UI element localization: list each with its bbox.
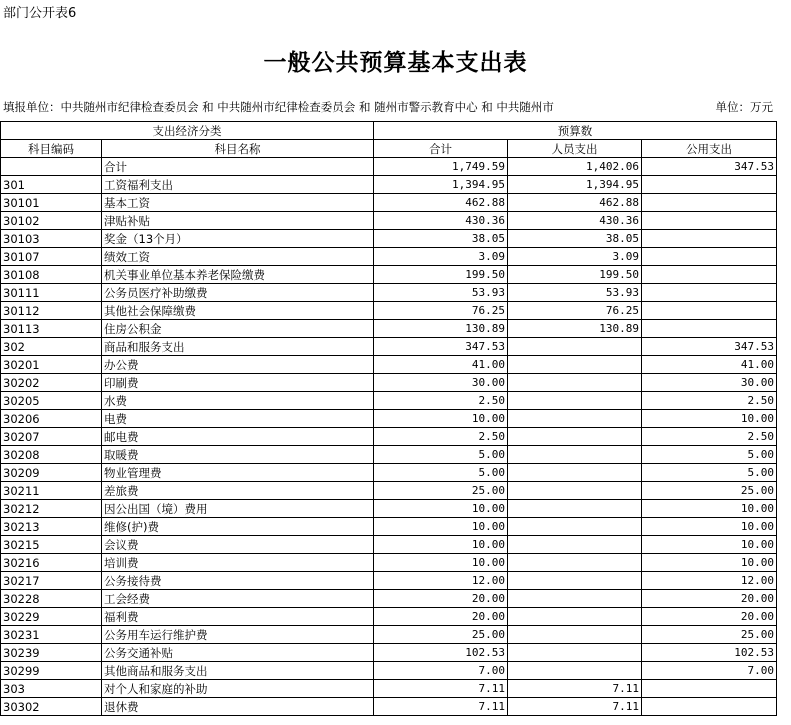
row-total: 102.53: [374, 644, 508, 662]
row-code: 30216: [1, 554, 102, 572]
fill-unit-text: 填报单位：中共随州市纪律检查委员会 和 中共随州市纪律检查委员会 和 随州市警示教育中心 和 中共随州市: [3, 100, 554, 114]
row-personnel: 1,394.95: [508, 176, 642, 194]
table-row: [1, 176, 777, 194]
row-total: 347.53: [374, 338, 508, 356]
row-personnel: 38.05: [508, 230, 642, 248]
row-total: 53.93: [374, 284, 508, 302]
row-total: 10.00: [374, 500, 508, 518]
row-name: 公务接待费: [102, 572, 374, 590]
row-personnel: 462.88: [508, 194, 642, 212]
row-code: 30239: [1, 644, 102, 662]
table-row: [1, 644, 777, 662]
header-code: 科目编码: [1, 140, 102, 158]
table-row: [1, 374, 777, 392]
header-budget-amount: 预算数: [374, 122, 777, 140]
table-row: [1, 536, 777, 554]
row-code: 301: [1, 176, 102, 194]
row-name: 工资福利支出: [102, 176, 374, 194]
document-label: 部门公开表6: [3, 6, 77, 21]
row-code: 30206: [1, 410, 102, 428]
row-public: 20.00: [642, 608, 777, 626]
row-total: 10.00: [374, 554, 508, 572]
row-code: 30217: [1, 572, 102, 590]
row-total: 3.09: [374, 248, 508, 266]
row-total: 41.00: [374, 356, 508, 374]
row-personnel: [508, 500, 642, 518]
row-name: 合计: [102, 158, 374, 176]
table-row: [1, 230, 777, 248]
row-total: 5.00: [374, 464, 508, 482]
row-name: 绩效工资: [102, 248, 374, 266]
row-name: 因公出国（境）费用: [102, 500, 374, 518]
budget-table: [0, 121, 777, 716]
row-personnel: [508, 446, 642, 464]
row-public: 102.53: [642, 644, 777, 662]
row-personnel: [508, 356, 642, 374]
row-public: 347.53: [642, 338, 777, 356]
table-row: [1, 320, 777, 338]
row-public: 20.00: [642, 590, 777, 608]
row-code: 30107: [1, 248, 102, 266]
row-code: 30229: [1, 608, 102, 626]
table-row: [1, 410, 777, 428]
row-personnel: [508, 590, 642, 608]
row-name: 公务用车运行维护费: [102, 626, 374, 644]
row-total: 10.00: [374, 536, 508, 554]
row-name: 差旅费: [102, 482, 374, 500]
row-code: 30202: [1, 374, 102, 392]
row-total: 30.00: [374, 374, 508, 392]
row-code: 30103: [1, 230, 102, 248]
table-row: [1, 428, 777, 446]
table-row: [1, 338, 777, 356]
row-name: 办公费: [102, 356, 374, 374]
row-code: 303: [1, 680, 102, 698]
row-code: 30299: [1, 662, 102, 680]
row-code: 30207: [1, 428, 102, 446]
row-public: [642, 284, 777, 302]
row-public: 10.00: [642, 410, 777, 428]
table-row: [1, 248, 777, 266]
table-row: [1, 680, 777, 698]
row-total: 199.50: [374, 266, 508, 284]
row-code: 30209: [1, 464, 102, 482]
row-total: 25.00: [374, 626, 508, 644]
row-name: 维修(护)费: [102, 518, 374, 536]
table-row: [1, 212, 777, 230]
row-public: [642, 302, 777, 320]
table-row: [1, 392, 777, 410]
row-public: [642, 266, 777, 284]
row-total: 20.00: [374, 590, 508, 608]
row-personnel: [508, 662, 642, 680]
row-public: 7.00: [642, 662, 777, 680]
row-total: 2.50: [374, 428, 508, 446]
table-row: [1, 662, 777, 680]
row-code: 302: [1, 338, 102, 356]
table-row: [1, 302, 777, 320]
row-personnel: [508, 626, 642, 644]
row-total: 25.00: [374, 482, 508, 500]
row-name: 住房公积金: [102, 320, 374, 338]
row-name: 退休费: [102, 698, 374, 716]
row-total: 462.88: [374, 194, 508, 212]
table-row: [1, 266, 777, 284]
row-public: 30.00: [642, 374, 777, 392]
row-code: 30112: [1, 302, 102, 320]
table-row: [1, 464, 777, 482]
row-personnel: 7.11: [508, 698, 642, 716]
row-name: 其他社会保障缴费: [102, 302, 374, 320]
table-row: [1, 698, 777, 716]
row-total: 430.36: [374, 212, 508, 230]
row-public: [642, 680, 777, 698]
row-personnel: 53.93: [508, 284, 642, 302]
row-name: 印刷费: [102, 374, 374, 392]
row-personnel: [508, 482, 642, 500]
table-row: [1, 590, 777, 608]
row-public: [642, 698, 777, 716]
row-total: 76.25: [374, 302, 508, 320]
row-name: 福利费: [102, 608, 374, 626]
header-row-group: [1, 122, 777, 140]
row-name: 基本工资: [102, 194, 374, 212]
row-public: 2.50: [642, 392, 777, 410]
table-row: [1, 194, 777, 212]
row-name: 电费: [102, 410, 374, 428]
table-row: [1, 572, 777, 590]
row-name: 对个人和家庭的补助: [102, 680, 374, 698]
row-public: [642, 230, 777, 248]
table-row: [1, 626, 777, 644]
row-total: 1,749.59: [374, 158, 508, 176]
row-code: 30108: [1, 266, 102, 284]
row-code: 30302: [1, 698, 102, 716]
row-name: 工会经费: [102, 590, 374, 608]
row-code: [1, 158, 102, 176]
row-name: 物业管理费: [102, 464, 374, 482]
row-public: 10.00: [642, 500, 777, 518]
row-code: 30205: [1, 392, 102, 410]
row-total: 130.89: [374, 320, 508, 338]
table-row: [1, 500, 777, 518]
row-name: 奖金（13个月）: [102, 230, 374, 248]
row-code: 30208: [1, 446, 102, 464]
row-public: [642, 194, 777, 212]
table-row: [1, 158, 777, 176]
row-total: 7.00: [374, 662, 508, 680]
row-total: 12.00: [374, 572, 508, 590]
row-total: 7.11: [374, 680, 508, 698]
row-total: 2.50: [374, 392, 508, 410]
row-personnel: [508, 410, 642, 428]
row-public: 41.00: [642, 356, 777, 374]
row-personnel: 430.36: [508, 212, 642, 230]
row-code: 30111: [1, 284, 102, 302]
row-public: 5.00: [642, 464, 777, 482]
row-code: 30231: [1, 626, 102, 644]
row-personnel: [508, 374, 642, 392]
row-public: 10.00: [642, 536, 777, 554]
table-row: [1, 554, 777, 572]
table-row: [1, 482, 777, 500]
row-personnel: [508, 536, 642, 554]
row-public: 10.00: [642, 554, 777, 572]
row-personnel: [508, 518, 642, 536]
row-name: 商品和服务支出: [102, 338, 374, 356]
row-personnel: [508, 554, 642, 572]
row-name: 公务交通补贴: [102, 644, 374, 662]
row-personnel: [508, 644, 642, 662]
row-name: 邮电费: [102, 428, 374, 446]
row-public: [642, 212, 777, 230]
row-public: 347.53: [642, 158, 777, 176]
row-name: 会议费: [102, 536, 374, 554]
header-row-columns: [1, 140, 777, 158]
row-public: 2.50: [642, 428, 777, 446]
row-code: 30228: [1, 590, 102, 608]
table-row: [1, 608, 777, 626]
row-personnel: 76.25: [508, 302, 642, 320]
row-public: 5.00: [642, 446, 777, 464]
row-public: [642, 320, 777, 338]
currency-unit: 单位：万元: [715, 100, 773, 114]
table-row: [1, 356, 777, 374]
row-name: 取暖费: [102, 446, 374, 464]
row-personnel: [508, 338, 642, 356]
row-total: 10.00: [374, 518, 508, 536]
row-total: 1,394.95: [374, 176, 508, 194]
row-name: 其他商品和服务支出: [102, 662, 374, 680]
header-public: 公用支出: [642, 140, 777, 158]
row-personnel: 7.11: [508, 680, 642, 698]
row-personnel: [508, 608, 642, 626]
row-name: 津贴补贴: [102, 212, 374, 230]
page-title: 一般公共预算基本支出表: [263, 49, 528, 76]
row-personnel: 3.09: [508, 248, 642, 266]
row-public: 25.00: [642, 626, 777, 644]
row-code: 30213: [1, 518, 102, 536]
row-personnel: 130.89: [508, 320, 642, 338]
row-code: 30211: [1, 482, 102, 500]
table-row: [1, 518, 777, 536]
row-public: [642, 176, 777, 194]
row-public: 10.00: [642, 518, 777, 536]
header-personnel: 人员支出: [508, 140, 642, 158]
row-name: 水费: [102, 392, 374, 410]
table-row: [1, 446, 777, 464]
row-code: 30101: [1, 194, 102, 212]
row-name: 公务员医疗补助缴费: [102, 284, 374, 302]
row-personnel: 1,402.06: [508, 158, 642, 176]
row-code: 30113: [1, 320, 102, 338]
row-total: 7.11: [374, 698, 508, 716]
row-personnel: [508, 464, 642, 482]
row-total: 38.05: [374, 230, 508, 248]
row-code: 30102: [1, 212, 102, 230]
header-total: 合计: [374, 140, 508, 158]
row-code: 30215: [1, 536, 102, 554]
row-code: 30212: [1, 500, 102, 518]
header-expense-classification: 支出经济分类: [1, 122, 374, 140]
row-personnel: [508, 572, 642, 590]
row-total: 10.00: [374, 410, 508, 428]
row-public: 12.00: [642, 572, 777, 590]
row-public: [642, 248, 777, 266]
row-name: 培训费: [102, 554, 374, 572]
row-personnel: [508, 428, 642, 446]
header-name: 科目名称: [102, 140, 374, 158]
row-public: 25.00: [642, 482, 777, 500]
row-personnel: 199.50: [508, 266, 642, 284]
row-name: 机关事业单位基本养老保险缴费: [102, 266, 374, 284]
row-code: 30201: [1, 356, 102, 374]
row-total: 20.00: [374, 608, 508, 626]
row-personnel: [508, 392, 642, 410]
row-total: 5.00: [374, 446, 508, 464]
table-row: [1, 284, 777, 302]
